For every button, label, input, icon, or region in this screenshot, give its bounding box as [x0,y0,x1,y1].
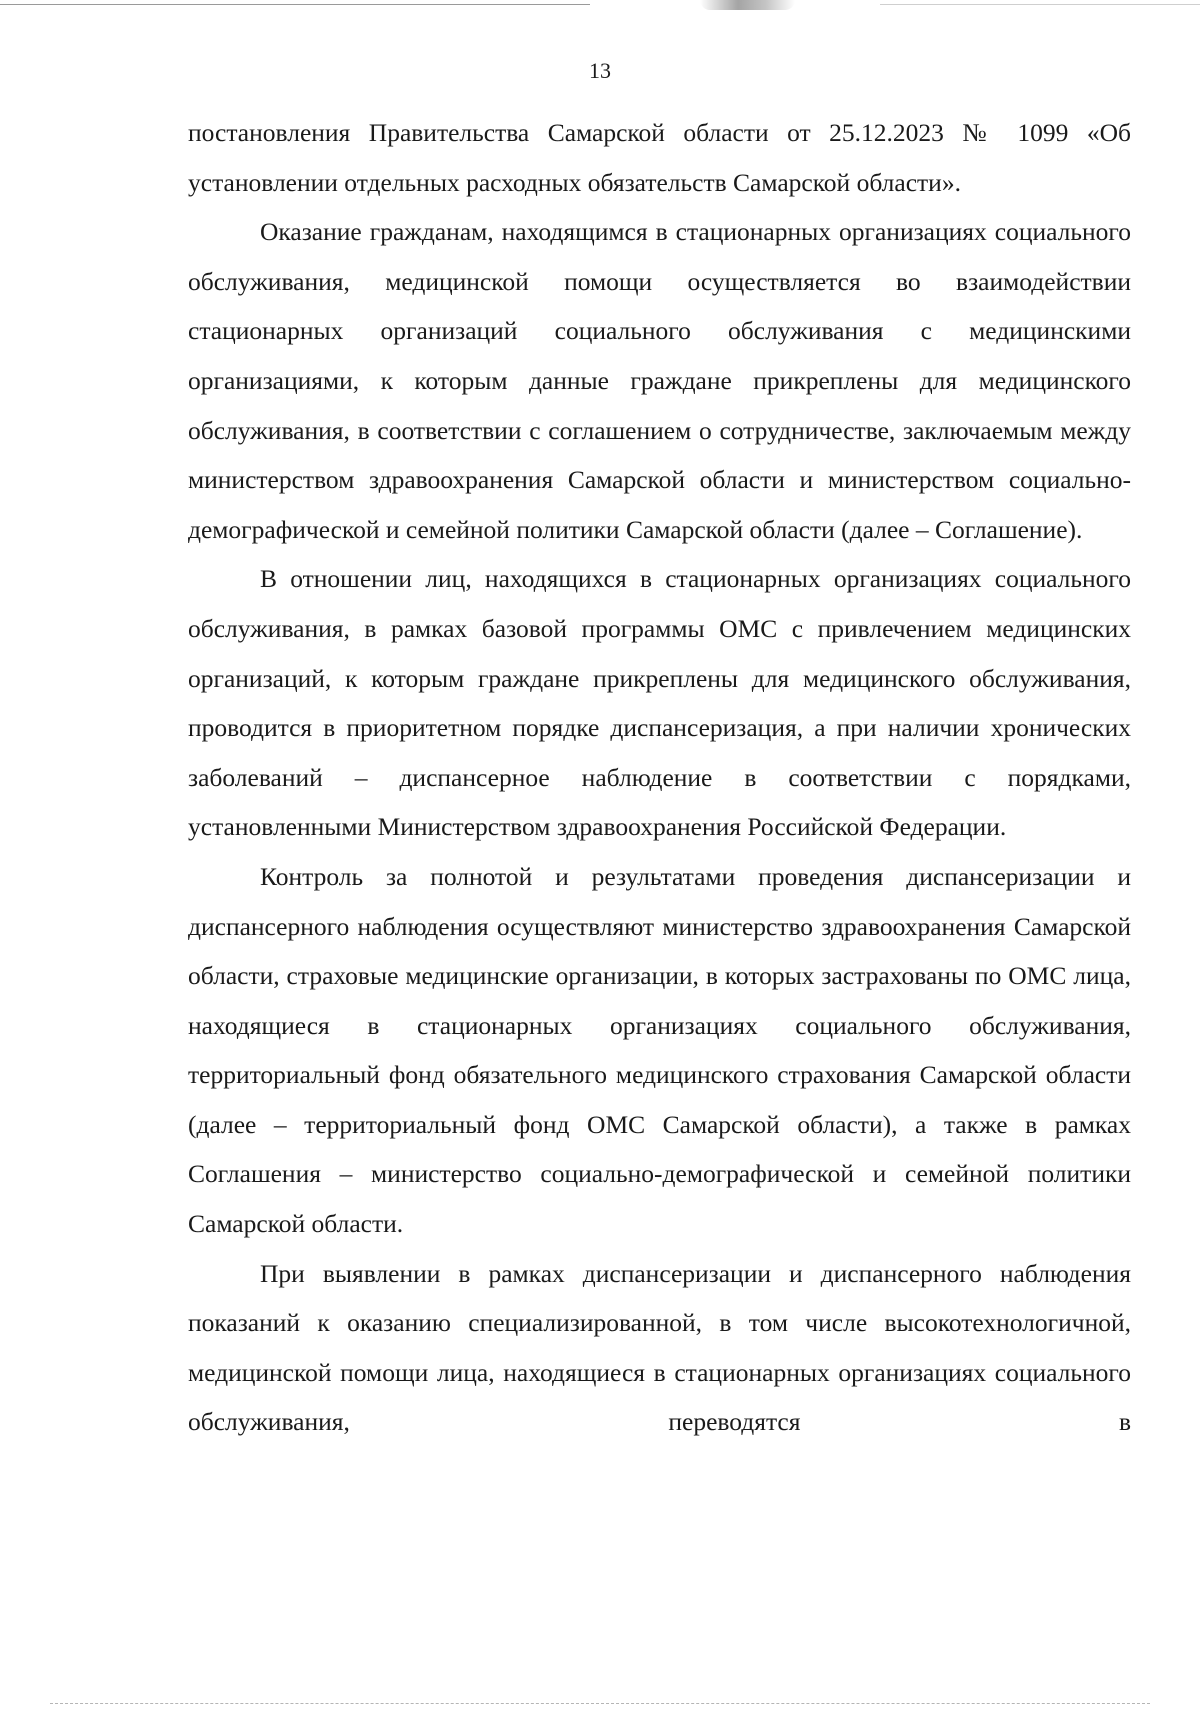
scan-smudge [700,0,795,10]
paragraph: Оказание гражданам, находящимся в стационарных организациях социального обслуживания, медицинской помощи осуществляется во взаимодействии стационарных организаций социального обслуживания с медицинскими организациями, к которым данные граждане прикреплены для медицинского обслуживания, в соответствии с соглашением о сотрудничестве, заключаемым между министерством здравоохранения Самарской области и министерством социально-демографической и семейной политики Самарской области (далее – Соглашение). [188,217,1131,544]
paragraph: В отношении лиц, находящихся в стационарных организациях социального обслуживания, в рамках базовой программы ОМС с привлечением медицинских организаций, к которым граждане прикреплены для медицинского обслуживания, проводится в приоритетном порядке диспансеризация, а при наличии хронических заболеваний – диспансерное наблюдение в соответствии с порядками, установленными Министерством здравоохранения Российской Федерации. [188,564,1131,842]
scan-edge-line [50,1703,1150,1704]
paragraph: При выявлении в рамках диспансеризации и диспансерного наблюдения показаний к оказанию специализированной, в том числе высокотехнологичной, медицинской помощи лица, находящиеся в стационарных организациях социального обслуживания, переводятся в [188,1258,1131,1437]
scan-edge-line [0,4,590,5]
paragraph: постановления Правительства Самарской области от 25.12.2023 № 1099 «Об установлении отдельных расходных обязательств Самарской области». [188,118,1131,197]
page-number: 13 [589,58,611,83]
paragraph: Контроль за полнотой и результатами проведения диспансеризации и диспансерного наблюдения осуществляют министерство здравоохранения Самарской области, страховые медицинские организации, в которых застрахованы по ОМС лица, находящиеся в стационарных организациях социального обслуживания, территориальный фонд обязательного медицинского страхования Самарской области (далее – территориальный фонд ОМС Самарской области), а также в рамках Соглашения – министерство социально-демографической и семейной политики Самарской области. [188,861,1131,1239]
document-body [188,108,1131,1447]
scan-edge-line [880,4,1200,5]
